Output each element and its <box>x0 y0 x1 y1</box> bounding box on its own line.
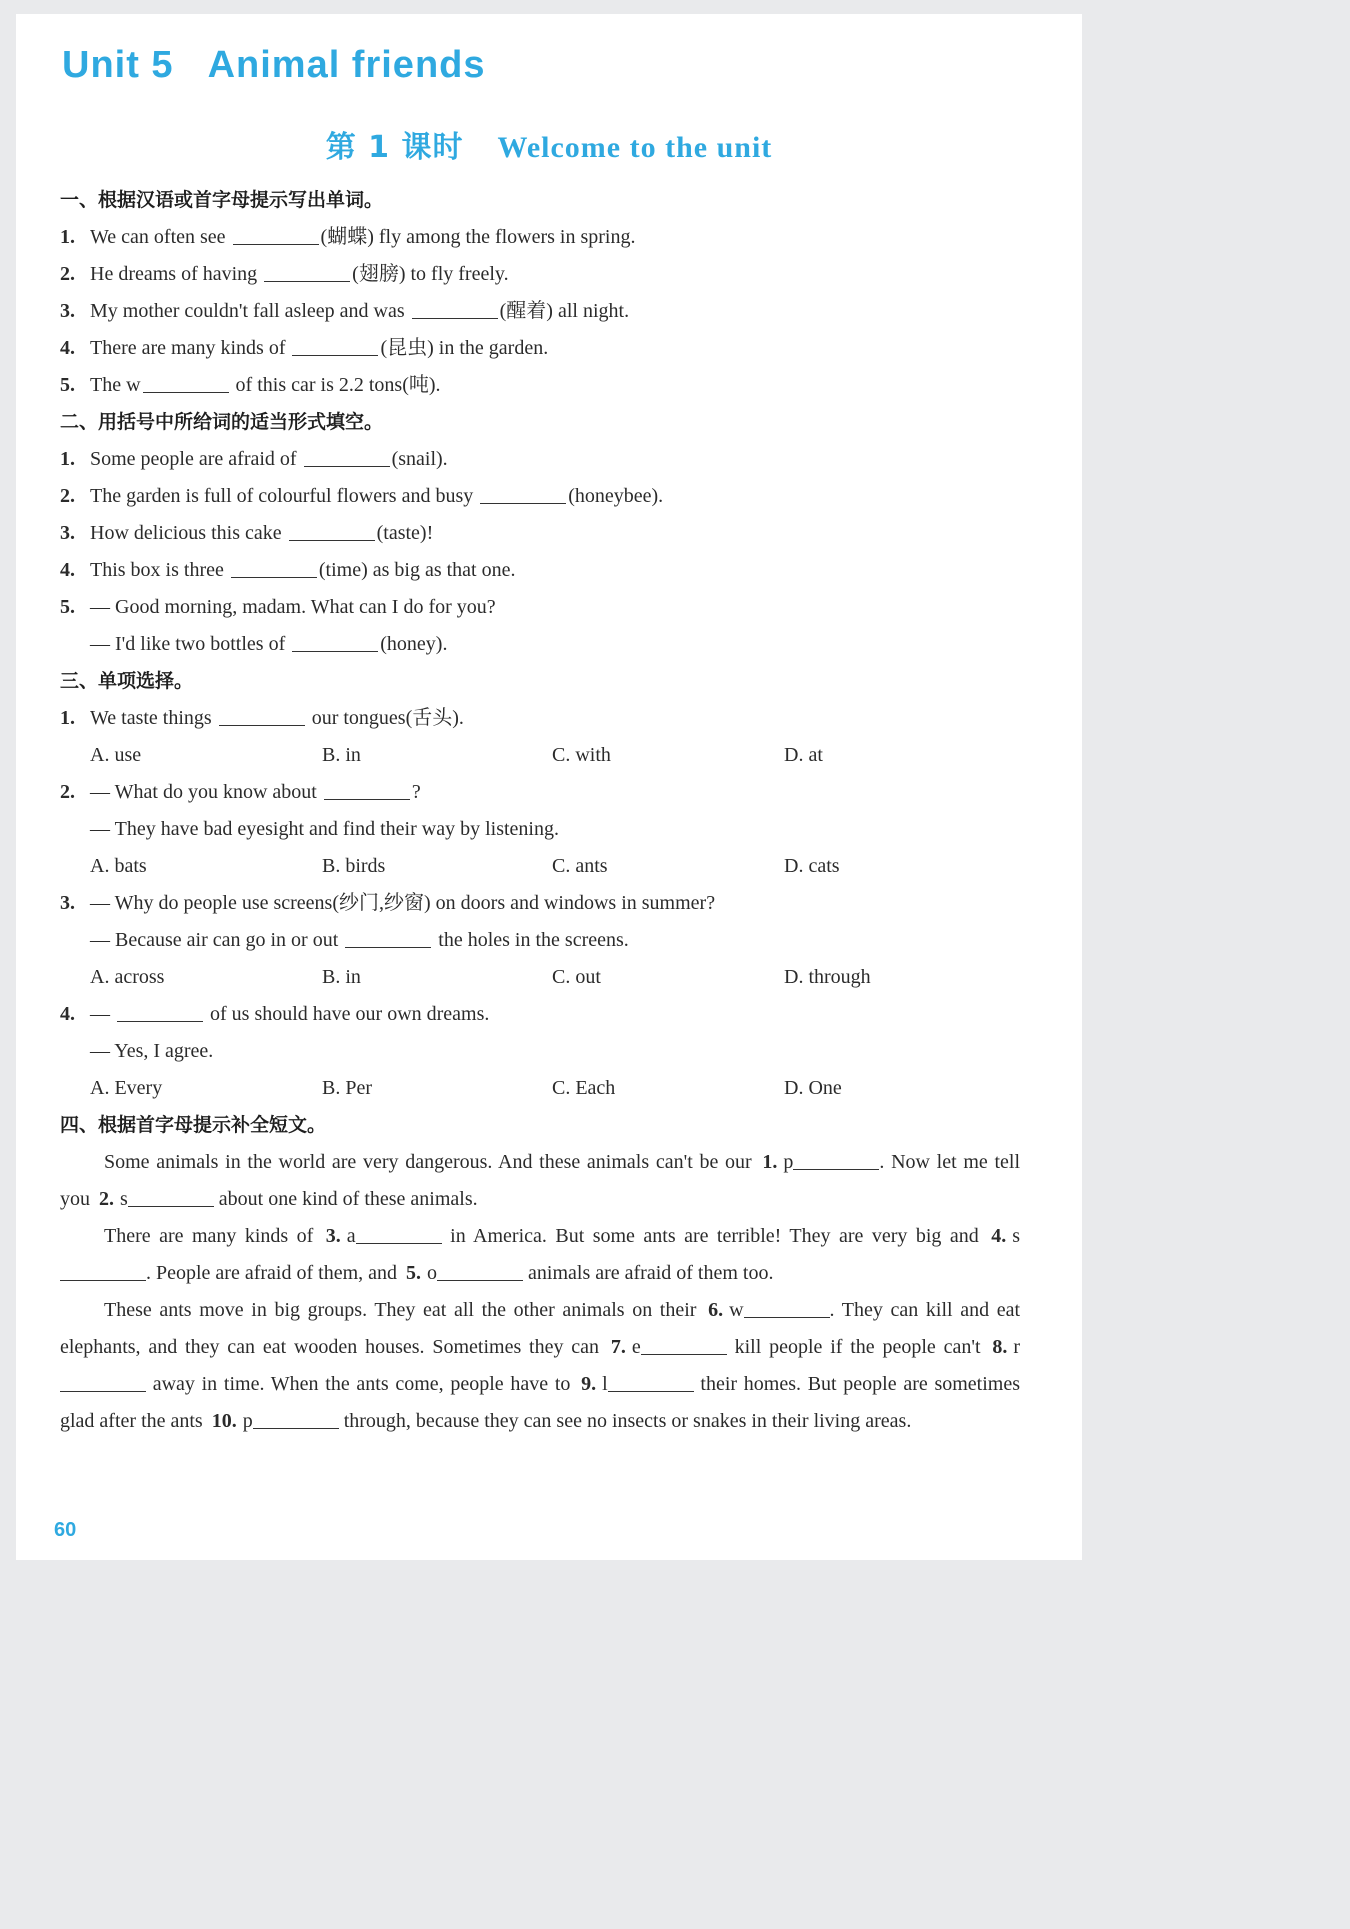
s3-q1-options <box>60 737 1020 774</box>
answer-blank[interactable] <box>324 777 410 800</box>
passage-text: their homes. But people are sometimes glad after the ants <box>60 1373 1021 1432</box>
question-text: — Because air can go in or out <box>90 929 339 951</box>
passage-text: in America. But some ants are terrible! They are very big and <box>450 1225 979 1247</box>
worksheet-page <box>16 14 1082 1560</box>
option-b[interactable]: B. in <box>322 744 361 766</box>
passage-blank[interactable] <box>60 1371 146 1392</box>
section-4-title: 四、根据首字母提示补全短文。 <box>60 1114 327 1136</box>
question-text: — Yes, I agree. <box>90 1040 214 1062</box>
option-b[interactable]: B. Per <box>322 1077 372 1099</box>
question-text: Some people are afraid of <box>90 448 297 470</box>
option-a[interactable]: A. use <box>90 744 142 766</box>
question-text: How delicious this cake <box>90 522 282 544</box>
section-2-title: 二、用括号中所给词的适当形式填空。 <box>60 411 384 433</box>
s3-question-2 <box>60 774 1020 811</box>
question-number: 4. <box>60 559 75 581</box>
question-text: The w <box>90 374 141 396</box>
blank-number: 2. <box>99 1188 114 1210</box>
passage-blank[interactable] <box>744 1297 830 1318</box>
question-number: 4. <box>60 337 75 359</box>
blank-initial: r <box>1013 1336 1021 1358</box>
passage-text: These ants move in big groups. They eat all the other animals on their <box>104 1299 697 1321</box>
question-text: (昆虫) in the garden. <box>380 337 549 359</box>
question-number: 1. <box>60 707 75 729</box>
blank-initial: s <box>120 1188 128 1210</box>
passage-text: kill people if the people can't <box>734 1336 981 1358</box>
blank-number: 9. <box>581 1373 597 1395</box>
passage-blank[interactable] <box>437 1260 523 1281</box>
s1-question-4 <box>60 330 1020 367</box>
lesson-number: 第 1 课时 <box>325 130 464 165</box>
question-text: There are many kinds of <box>90 337 286 359</box>
blank-number: 10. <box>211 1410 237 1432</box>
s2-question-2 <box>60 478 1020 515</box>
question-text: — They have bad eyesight and find their way by listening. <box>90 818 559 840</box>
page-number: 60 <box>54 1519 77 1541</box>
answer-blank[interactable] <box>480 481 566 504</box>
blank-initial: w <box>729 1299 744 1321</box>
option-d[interactable]: D. cats <box>784 855 840 877</box>
blank-initial: l <box>602 1373 608 1395</box>
passage-text: away in time. When the ants come, people have to <box>152 1373 571 1395</box>
question-text: (蝴蝶) fly among the flowers in spring. <box>320 226 636 248</box>
question-number: 5. <box>60 374 75 396</box>
question-number: 2. <box>60 485 75 507</box>
lesson-name: Welcome to the unit <box>497 131 773 164</box>
option-a[interactable]: A. Every <box>90 1077 163 1099</box>
answer-blank[interactable] <box>264 259 350 282</box>
question-number: 2. <box>60 781 75 803</box>
blank-initial: s <box>1012 1225 1021 1247</box>
s3-q2-options <box>60 848 1020 885</box>
s2-question-5 <box>60 589 1020 626</box>
question-number: 3. <box>60 892 75 914</box>
answer-blank[interactable] <box>304 444 390 467</box>
answer-blank[interactable] <box>117 999 203 1022</box>
question-text: our tongues(舌头). <box>311 707 464 729</box>
question-number: 5. <box>60 596 75 618</box>
answer-blank[interactable] <box>412 296 498 319</box>
passage-text: . Now let me tell you <box>60 1151 1021 1210</box>
s3-q4-options <box>60 1070 1020 1107</box>
blank-number: 8. <box>992 1336 1008 1358</box>
unit-number: Unit 5 <box>62 44 174 86</box>
option-d[interactable]: D. at <box>784 744 823 766</box>
question-text: (taste)! <box>376 522 434 544</box>
s1-question-1 <box>60 219 1020 256</box>
s3-q3-options <box>60 959 1020 996</box>
passage-blank[interactable] <box>793 1149 879 1170</box>
option-a[interactable]: A. across <box>90 966 165 988</box>
option-b[interactable]: B. in <box>322 966 361 988</box>
option-c[interactable]: C. with <box>552 744 611 766</box>
passage-paragraph-1 <box>60 1144 1020 1218</box>
s3-question-4 <box>60 996 1020 1033</box>
lesson-title <box>16 122 1082 166</box>
passage-blank[interactable] <box>60 1260 146 1281</box>
passage-paragraph-2 <box>60 1218 1020 1292</box>
passage-blank[interactable] <box>641 1334 727 1355</box>
question-text: — <box>90 1003 110 1025</box>
answer-blank[interactable] <box>219 703 305 726</box>
passage-text: through, because they can see no insects or snakes in their living areas. <box>343 1410 912 1432</box>
question-text: He dreams of having <box>90 263 258 285</box>
blank-initial: p <box>242 1410 253 1432</box>
question-number: 3. <box>60 300 75 322</box>
option-c[interactable]: C. Each <box>552 1077 616 1099</box>
question-text: (time) as big as that one. <box>318 559 516 581</box>
blank-number: 7. <box>610 1336 626 1358</box>
question-text: (honey). <box>380 633 448 655</box>
blank-number: 5. <box>406 1262 422 1284</box>
passage-text: . They can kill and eat elephants, and they can eat wooden houses. Sometimes they can <box>60 1299 1020 1358</box>
answer-blank[interactable] <box>233 222 319 245</box>
answer-blank[interactable] <box>231 555 317 578</box>
unit-title <box>62 44 486 87</box>
question-text: of this car is 2.2 tons(吨). <box>235 374 441 396</box>
question-text: — Why do people use screens(纱门,纱窗) on doors and windows in summer? <box>90 892 716 914</box>
question-number: 4. <box>60 1003 75 1025</box>
exercise-content <box>60 182 1020 1440</box>
question-number: 2. <box>60 263 75 285</box>
s1-question-3 <box>60 293 1020 330</box>
blank-number: 3. <box>325 1225 341 1247</box>
blank-initial: e <box>631 1336 641 1358</box>
question-number: 1. <box>60 226 75 248</box>
passage-text: Some animals in the world are very dangerous. And these animals can't be our <box>104 1151 752 1173</box>
s1-question-5 <box>60 367 1020 404</box>
s3-question-1 <box>60 700 1020 737</box>
question-number: 1. <box>60 448 75 470</box>
passage-text: There are many kinds of <box>104 1225 314 1247</box>
question-text: We taste things <box>90 707 212 729</box>
question-number: 3. <box>60 522 75 544</box>
passage-blank[interactable] <box>128 1186 214 1207</box>
question-text: (醒着) all night. <box>499 300 630 322</box>
passage-text: animals are afraid of them too. <box>528 1262 774 1284</box>
passage-blank[interactable] <box>253 1408 339 1429</box>
answer-blank[interactable] <box>345 925 431 948</box>
question-text: the holes in the screens. <box>438 929 629 951</box>
s3-question-3-reply <box>60 922 1020 959</box>
passage-text: . People are afraid of them, and <box>146 1262 398 1284</box>
question-text: We can often see <box>90 226 226 248</box>
question-text: This box is three <box>90 559 224 581</box>
answer-blank[interactable] <box>292 629 378 652</box>
blank-number: 6. <box>708 1299 724 1321</box>
section-3-title: 三、单项选择。 <box>60 670 194 692</box>
answer-blank[interactable] <box>292 333 378 356</box>
answer-blank[interactable] <box>289 518 375 541</box>
question-text: The garden is full of colourful flowers and busy <box>90 485 474 507</box>
option-c[interactable]: C. out <box>552 966 601 988</box>
blank-initial: a <box>346 1225 356 1247</box>
section-1-title: 一、根据汉语或首字母提示写出单词。 <box>60 189 384 211</box>
passage-blank[interactable] <box>608 1371 694 1392</box>
question-text: — Good morning, madam. What can I do for you? <box>90 596 496 618</box>
passage-blank[interactable] <box>356 1223 442 1244</box>
question-text: ? <box>411 781 421 803</box>
s2-question-3 <box>60 515 1020 552</box>
option-d[interactable]: D. One <box>784 1077 842 1099</box>
blank-number: 1. <box>762 1151 778 1173</box>
blank-initial: p <box>783 1151 794 1173</box>
passage-text: about one kind of these animals. <box>218 1188 478 1210</box>
answer-blank[interactable] <box>143 370 229 393</box>
question-text: My mother couldn't fall asleep and was <box>90 300 405 322</box>
blank-initial: o <box>427 1262 438 1284</box>
option-a[interactable]: A. bats <box>90 855 147 877</box>
question-text: — What do you know about <box>90 781 317 803</box>
option-d[interactable]: D. through <box>784 966 871 988</box>
option-b[interactable]: B. birds <box>322 855 386 877</box>
s2-question-5-reply <box>60 626 1020 663</box>
blank-number: 4. <box>991 1225 1007 1247</box>
question-text: (honeybee). <box>568 485 664 507</box>
passage-paragraph-3 <box>60 1292 1020 1440</box>
option-c[interactable]: C. ants <box>552 855 608 877</box>
s2-question-1 <box>60 441 1020 478</box>
s3-question-2-reply <box>60 811 1020 848</box>
unit-name: Animal friends <box>207 44 486 86</box>
question-text: — I'd like two bottles of <box>90 633 286 655</box>
s3-question-3 <box>60 885 1020 922</box>
s2-question-4 <box>60 552 1020 589</box>
question-text: of us should have our own dreams. <box>210 1003 490 1025</box>
s3-question-4-reply <box>60 1033 1020 1070</box>
question-text: (翅膀) to fly freely. <box>352 263 509 285</box>
s1-question-2 <box>60 256 1020 293</box>
question-text: (snail). <box>391 448 448 470</box>
